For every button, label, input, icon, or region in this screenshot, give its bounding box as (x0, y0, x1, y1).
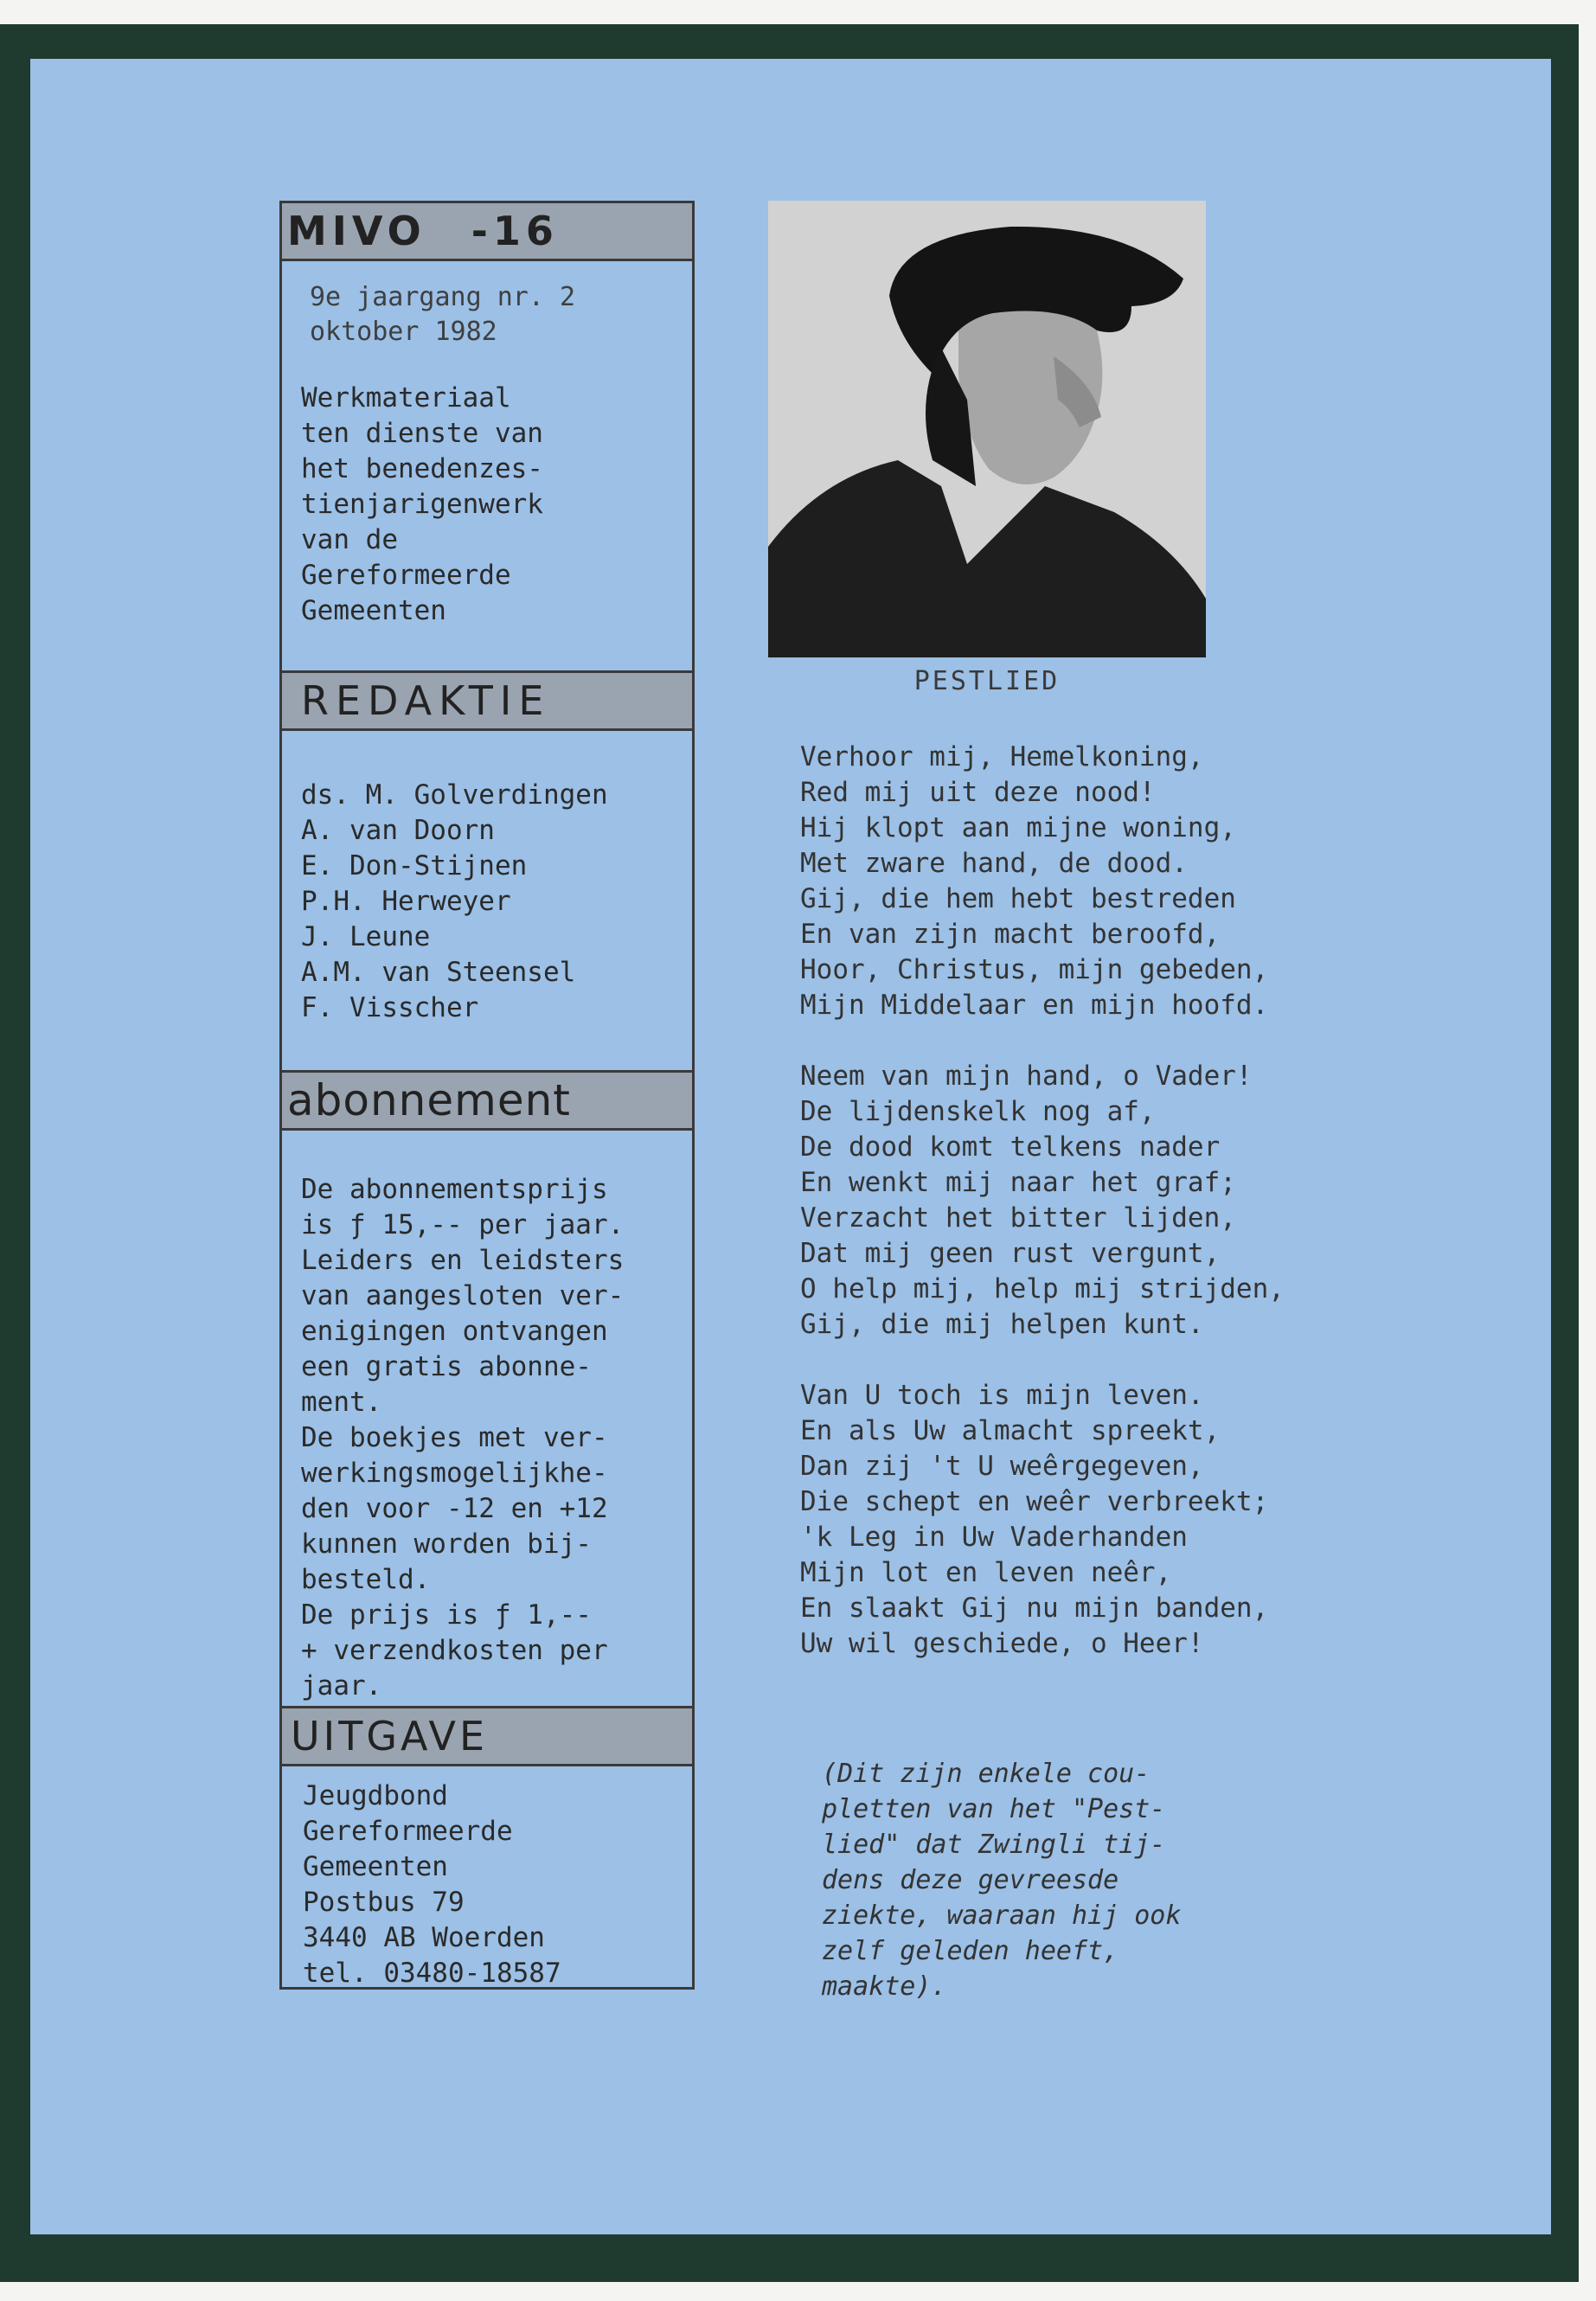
poem-line: Van U toch is mijn leven. (800, 1380, 1204, 1411)
abonnement-line: werkingsmogelijkhe- (301, 1458, 608, 1489)
note-line: (Dit zijn enkele cou- (822, 1759, 1151, 1789)
poem-title: PESTLIED (913, 666, 1061, 696)
uitgave-line: tel. 03480-18587 (303, 1958, 561, 1989)
description-line: Werkmateriaal (301, 382, 511, 413)
abonnement-heading: abonnement (282, 1073, 692, 1131)
poem-stanza (800, 1378, 1406, 1662)
abonnement-line: Leiders en leidsters (301, 1245, 625, 1276)
abonnement-line: De boekjes met ver- (301, 1422, 608, 1453)
abonnement-line: De abonnementsprijs (301, 1174, 608, 1205)
abonnement-line: een gratis abonne- (301, 1351, 592, 1382)
issue-date: oktober 1982 (310, 317, 497, 347)
uitgave-line: Gereformeerde (303, 1816, 513, 1847)
portrait-image (768, 201, 1206, 657)
abonnement-line: + verzendkosten per (301, 1635, 608, 1666)
uitgave-heading: UITGAVE (282, 1708, 692, 1766)
abonnement-line: jaar. (301, 1670, 382, 1702)
uitgave-line: Jeugdbond (303, 1780, 448, 1811)
poem (800, 740, 1406, 1697)
redaktie-member: A.M. van Steensel (301, 957, 576, 988)
poem-line: Die schept en weêr verbreekt; (800, 1486, 1269, 1517)
note-line: zelf geleden heeft, (822, 1936, 1119, 1966)
masthead-title: MIVO -16 (282, 203, 692, 261)
note-line: dens deze gevreesde (822, 1865, 1119, 1895)
redaktie-member: P.H. Herweyer (301, 886, 511, 917)
uitgave-line: Postbus 79 (303, 1887, 465, 1918)
description-line: het benedenzes- (301, 453, 543, 484)
poem-line: Verhoor mij, Hemelkoning, (800, 741, 1204, 772)
poem-line: 'k Leg in Uw Vaderhanden (800, 1522, 1188, 1553)
note-line: ziekte, waaraan hij ook (822, 1900, 1182, 1931)
description-line: ten dienste van (301, 418, 543, 449)
poem-line: Gij, die mij helpen kunt. (800, 1309, 1204, 1340)
poem-line: Mijn lot en leven neêr, (800, 1557, 1172, 1588)
redaktie-member: A. van Doorn (301, 815, 495, 846)
poem-line: O help mij, help mij strijden, (800, 1273, 1285, 1304)
poem-stanza (800, 1059, 1406, 1343)
poem-line: De lijdenskelk nog af, (800, 1096, 1156, 1127)
redaktie-member: J. Leune (301, 921, 431, 952)
abonnement-box (282, 1131, 692, 1708)
poem-line: Dat mij geen rust vergunt, (800, 1238, 1221, 1269)
poem-line: Dan zij 't U weêrgegeven, (800, 1451, 1204, 1482)
poem-line: Hoor, Christus, mijn gebeden, (800, 954, 1269, 985)
issue-box (282, 261, 692, 673)
poem-line: Verzacht het bitter lijden, (800, 1202, 1236, 1234)
poem-line: De dood komt telkens nader (800, 1131, 1221, 1163)
abonnement-line: besteld. (301, 1564, 431, 1595)
redaktie-member: E. Don-Stijnen (301, 850, 528, 881)
poem-line: Uw wil geschiede, o Heer! (800, 1628, 1204, 1659)
abonnement-line: den voor -12 en +12 (301, 1493, 608, 1524)
description-line: Gereformeerde (301, 560, 511, 591)
abonnement-line: is ƒ 15,-- per jaar. (301, 1209, 625, 1240)
poem-stanza (800, 740, 1406, 1023)
uitgave-line: 3440 AB Woerden (303, 1922, 545, 1953)
abonnement-line: enigingen ontvangen (301, 1316, 608, 1347)
poem-line: Hij klopt aan mijne woning, (800, 812, 1236, 843)
redaktie-box (282, 731, 692, 1073)
note-line: lied" dat Zwingli tij- (822, 1830, 1166, 1860)
issue-volume: 9e jaargang nr. 2 (310, 282, 576, 312)
description-line: Gemeenten (301, 595, 446, 626)
poem-line: En wenkt mij naar het graf; (800, 1167, 1236, 1198)
redaktie-heading: REDAKTIE (282, 673, 692, 731)
abonnement-line: kunnen worden bij- (301, 1529, 592, 1560)
issue-info (310, 280, 692, 349)
redaktie-member: ds. M. Golverdingen (301, 779, 608, 811)
issue-description (301, 381, 692, 629)
poem-line: Gij, die hem hebt bestreden (800, 883, 1236, 914)
abonnement-line: De prijs is ƒ 1,-- (301, 1599, 592, 1631)
poem-line: Red mij uit deze nood! (800, 777, 1156, 808)
redaktie-member: F. Visscher (301, 992, 479, 1023)
uitgave-line: Gemeenten (303, 1851, 448, 1882)
description-line: van de (301, 524, 398, 555)
poem-line: En als Uw almacht spreekt, (800, 1415, 1221, 1446)
uitgave-box (282, 1766, 692, 1990)
abonnement-line: ment. (301, 1387, 382, 1418)
abonnement-line: van aangesloten ver- (301, 1280, 625, 1311)
poem-note (822, 1756, 1341, 2004)
note-line: pletten van het "Pest- (822, 1794, 1166, 1824)
poem-line: Met zware hand, de dood. (800, 848, 1188, 879)
poem-line: En slaakt Gij nu mijn banden, (800, 1593, 1269, 1624)
poem-line: Mijn Middelaar en mijn hoofd. (800, 990, 1269, 1021)
description-line: tienjarigenwerk (301, 489, 543, 520)
info-column (279, 201, 695, 1990)
portrait-illustration (768, 201, 1206, 657)
note-line: maakte). (822, 1971, 947, 2002)
poem-line: En van zijn macht beroofd, (800, 919, 1221, 950)
poem-line: Neem van mijn hand, o Vader! (800, 1061, 1253, 1092)
